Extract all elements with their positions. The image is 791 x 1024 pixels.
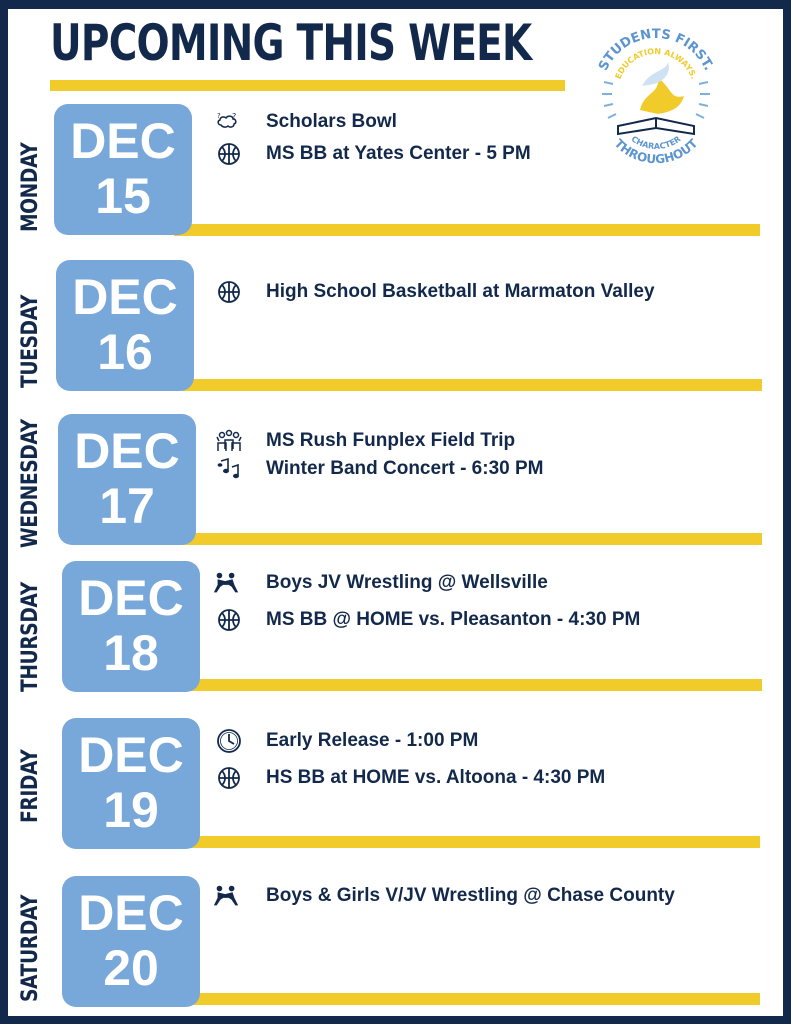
date-month: DEC: [78, 570, 184, 626]
event-text: MS BB @ HOME vs. Pleasanton - 4:30 PM: [266, 609, 641, 630]
date-card: [62, 561, 200, 692]
music-notes-icon: [215, 456, 243, 482]
event-text: MS Rush Funplex Field Trip: [266, 430, 516, 451]
weekday-label: MONDAY: [18, 142, 43, 232]
date-card: [62, 876, 200, 1007]
logo-character-text: CHARACTER: [629, 134, 683, 151]
day-divider: [178, 533, 762, 545]
date-card: [62, 718, 200, 849]
event-text: Winter Band Concert - 6:30 PM: [266, 458, 544, 479]
event-text: Boys JV Wrestling @ Wellsville: [266, 572, 548, 593]
wrestling-icon: [212, 883, 240, 909]
event-item: [215, 141, 760, 167]
logo-inner-text: EDUCATION ALWAYS.: [613, 46, 699, 81]
event-item: [215, 607, 760, 633]
brain-question-icon: [215, 109, 243, 135]
page-title: UPCOMING THIS WEEK: [50, 14, 532, 72]
logo-bottom-text: THROUGHOUT: [611, 136, 701, 167]
logo-top-text: STUDENTS FIRST.: [596, 26, 716, 74]
event-text: HS BB at HOME vs. Altoona - 4:30 PM: [266, 767, 606, 788]
svg-text:?: ?: [232, 112, 237, 121]
date-month: DEC: [74, 423, 180, 479]
day-divider: [182, 993, 760, 1005]
day-divider: [174, 224, 760, 236]
event-item: [215, 109, 760, 135]
event-item: [215, 765, 760, 791]
date-day: 16: [97, 324, 153, 380]
day-divider: [182, 679, 762, 691]
date-month: DEC: [78, 885, 184, 941]
event-item: [215, 728, 760, 754]
event-item: [215, 428, 760, 454]
event-text: Scholars Bowl: [266, 111, 397, 132]
date-day: 18: [103, 625, 159, 681]
event-text: Early Release - 1:00 PM: [266, 730, 479, 751]
svg-text:?: ?: [217, 112, 221, 120]
clock-icon: [215, 728, 243, 754]
day-divider: [182, 836, 760, 848]
event-item: [215, 456, 760, 482]
basketball-icon: [215, 607, 243, 633]
weekday-label: TUESDAY: [18, 295, 43, 388]
date-day: 17: [99, 478, 155, 534]
date-month: DEC: [70, 113, 176, 169]
weekday-label: SATURDAY: [18, 894, 43, 1002]
weekday-label: WEDNESDAY: [18, 419, 43, 548]
event-text: MS BB at Yates Center - 5 PM: [266, 143, 531, 164]
date-card: [56, 260, 194, 391]
event-item: [212, 883, 760, 909]
date-month: DEC: [78, 727, 184, 783]
date-month: DEC: [72, 269, 178, 325]
day-divider: [176, 379, 762, 391]
event-text: High School Basketball at Marmaton Valley: [266, 281, 655, 302]
event-text: Boys & Girls V/JV Wrestling @ Chase County: [266, 885, 675, 906]
date-day: 20: [103, 940, 159, 996]
wrestling-icon: [212, 570, 240, 596]
basketball-icon: [215, 279, 243, 305]
date-card: [54, 104, 192, 235]
group-people-icon: [215, 428, 243, 454]
weekday-label: FRIDAY: [18, 749, 43, 823]
date-day: 15: [95, 168, 151, 224]
title-underline: [50, 80, 565, 91]
basketball-icon: [215, 141, 243, 167]
basketball-icon: [215, 765, 243, 791]
event-item: [215, 279, 760, 305]
weekday-label: THURSDAY: [18, 582, 43, 692]
event-item: [212, 570, 760, 596]
date-day: 19: [103, 782, 159, 838]
date-card: [58, 414, 196, 545]
